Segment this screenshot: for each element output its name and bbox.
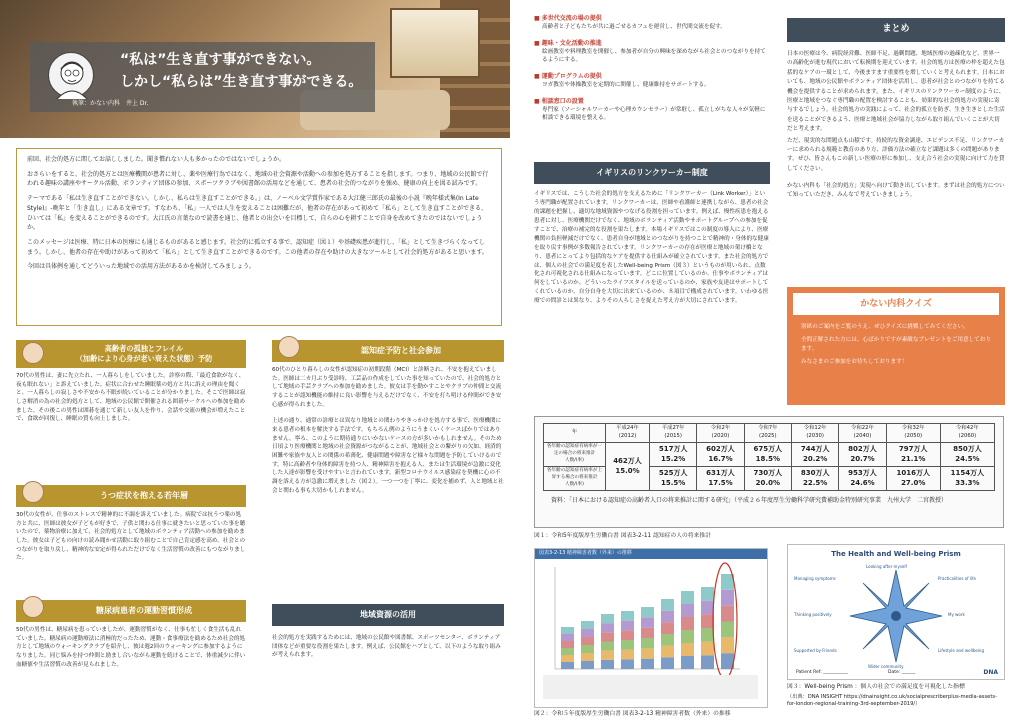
bar-segment	[721, 605, 734, 621]
table-cell: 802万人 20.7%	[839, 442, 886, 466]
bar-segment	[681, 643, 694, 656]
section-diabetes	[16, 600, 246, 669]
prism-label: Managing symptoms	[794, 575, 836, 581]
bar-segment	[601, 641, 614, 650]
bar-segment	[601, 623, 614, 632]
prism-label: Wider community	[868, 663, 904, 669]
bar-segment	[561, 627, 574, 634]
bar-segment	[581, 661, 594, 669]
bar-segment	[641, 648, 654, 658]
bar-segment	[581, 645, 594, 653]
section-title: うつ症状を抱える若年層	[16, 485, 246, 507]
bar-segment	[581, 621, 594, 629]
section-link-worker	[534, 162, 770, 306]
bar-segment	[581, 637, 594, 645]
summary-paragraph: 日本の医療は今、病院経営難、医師不足、過剰問題、地域医療の過疎化など、世界一の高齢化が進む現代において転換期を迎えています。社会的処方は医療の枠を超えた包括的なケアの一環として、今後ますます重要性を増していくと考えられます。日本においても、地域の公民館やボランティア団体を活用し、患者が社会とのつながりを持てる機会を提供することが求められます。また、イギリスのリンクワーカー制度のように、医療と地域をつなぐ専門職の配置を検討することも、効果的な社会的処方の実現に寄与するでしょう。社会的処方の実践によって、社会的孤立を防ぎ、生き生きとした生活を送ることができるよう、医療と地域社会が協力しながら取り組んでいくことが大切だと考えます。	[787, 51, 1005, 133]
section-body: 上述の通り、通常の診療とは異なり地域との関わりやきっかけを処方する事で、医療機関に来る患者の根本を解決する手法です。もちろん例のようにうまくいくケースばかりではありません。寧ろ、このように期待通りにいかないケースの方が多いかもしれません。そのため日頃より医療機関と地域の社会資源がつながることが、地域社会との繋がりの欠如、経済的困難や家族や友人との関係の希薄化、健康問題や障害など様々な問題を予防していけるのです。特に高齢者や身体的障害を持つ人、精神障害を抱える人、または生活環境が急激に変化した人達が影響を受けやすいと言われています。新型コロナウイルス感染症を契機に心の不調を訴える方が急激に増えました（図２）。一つ一つを丁寧に、変化を捕めず、人と地域と社会と関わる事も大切かもしれません。	[272, 418, 504, 494]
elderly-man-icon	[22, 342, 44, 364]
wellbeing-prism-figure	[787, 544, 1005, 680]
figure-source: （出典：DNA INSIGHT https://dnainsight.co.uk/socialprescriberplus-media-assets-for-london-regional-training-3rd-september-2019/）	[787, 694, 997, 708]
prism-label: Thinking positively	[794, 611, 832, 617]
dementia-projection-figure	[534, 416, 1004, 528]
bar-segment	[641, 627, 654, 637]
column-header: 平成27年 (2015)	[650, 424, 697, 443]
table-cell: 525万人 15.5%	[650, 466, 697, 490]
table-cell: 830万人 22.5%	[791, 466, 838, 490]
bar-segment	[701, 614, 714, 628]
bar-segment	[561, 648, 574, 655]
intro-paragraph: このメッセージは医療、特に日本の医療にも通じるものがあると感じます。社会的に孤立する事で、認知症（図１）や基礎疾患が進行し、「私」として生きづらくなってしまう。しかし、他者の存在や助けがあって初めて「私ら」として生き直すことができるのです。この他者の存在や助けの大きなツールとして社会的処方があると思います。	[27, 239, 488, 256]
intro-paragraph: 前回、社会的処方に関してお話ししました。聞き慣れない人も多かったのではないでしょうか。	[27, 156, 286, 163]
section-title: イギリスのリンクワーカー制度	[534, 162, 770, 184]
bar-segment	[681, 656, 694, 669]
section-title: 認知症予防と社会参加	[272, 340, 504, 362]
section-depression	[16, 485, 246, 563]
bar-segment	[621, 620, 634, 630]
bar-segment	[601, 650, 614, 659]
list-item: ■ 相談窓口の設置 専門家（ソーシャルワーカーや心理カウンセラー）が常駐し、孤立しがちな人々が気軽に相談できる環境を整える。	[534, 97, 766, 122]
intro-paragraph: 今回は具体例を通してどういった地域での活用方法があるかを検討してみましょう。	[27, 263, 256, 271]
figure-caption: 図３：Well-being Prism ：個人の社会での満足度を可視化した指標	[787, 684, 965, 690]
table-corner: 年	[544, 424, 606, 443]
list-item: ■ 多世代交流の場の提供 高齢者と子どもたちが共に過ごせるカフェを運営し、世代間交流を促す。	[534, 15, 726, 30]
window-image	[390, 8, 480, 78]
bar-segment	[621, 630, 634, 640]
column-header: 令和22年 (2040)	[839, 424, 886, 443]
table-cell: 730万人 20.0%	[744, 466, 791, 490]
bar-segment	[681, 617, 694, 630]
table-cell: 517万人 15.2%	[650, 442, 697, 466]
young-woman-icon	[22, 481, 44, 503]
bar-segment	[681, 630, 694, 643]
middle-aged-man-icon	[22, 596, 44, 618]
column-header: 令和2年 (2020)	[697, 424, 744, 443]
dementia-projection-table	[543, 423, 995, 491]
figure-caption: 図２：令和５年度版厚生労働白書 図表3-2-13 精神障害者数（外来）の推移	[534, 711, 731, 717]
bar-segment	[661, 610, 674, 622]
table-cell: 1016万人 27.0%	[886, 466, 940, 490]
bar-segment	[701, 600, 714, 614]
prism-date: Date: ______	[888, 670, 916, 676]
summary-title: まとめ	[787, 18, 1005, 42]
bar-segment	[721, 589, 734, 605]
bar-segment	[561, 655, 574, 662]
table-cell: 462万人 15.0%	[606, 442, 650, 490]
row-label: 各年齢の認知症有病率が一定の場合の将来推計 人数/(率)	[544, 442, 606, 466]
author-credit: 執筆：かない内科 井上 Dr.	[72, 100, 149, 107]
prism-title: The Health and Well-being Prism	[831, 550, 961, 558]
author-portrait-icon	[48, 52, 94, 98]
table-cell: 953万人 24.6%	[839, 466, 886, 490]
section-body: 30代の女性が、仕事のストレスで精神的に不調を訴えていました。病院では抗うつ薬の処方と共に、医師は彼女が子どもが好きで、子供と関わる仕事に就きたいと思っていた事を聴いたので、薬物治療に加えて、社会的処方として地域のボランティア活動への参加を勧めました。彼女は子どもの向けの読み聞かせ活動に取り組むことで自己肯定感を高め、社会とのつながりを取り戻し、精神的な安定が得られただけでなく生活習慣の改善にもつながりました。	[16, 512, 246, 562]
table-cell: 1154万人 33.3%	[940, 466, 994, 490]
bar-segment	[601, 614, 614, 623]
section-body: 70代の男性は、妻に先立たれ、一人暮らしをしていました。診察の際、「最近食欲がなく、夜も眠れない」と訴えていました。症状に合わせた睡眠薬の処方と共に訴えの理由を聞くと、一人暮らしの寂しさや不安から不眠が続いていることが分かりました。そこで医師は寂しさ解消の為の社会的処方として、地域の公民館で開催される囲碁サークルへの参加を勧めました。その後この男性は囲碁を通じて新しい友人を作り、会話や交流の機会が増えたことで、食欲が回復し、睡眠の質も向上しました。	[16, 373, 246, 423]
prism-patient: Patient Ref: ___________	[796, 670, 848, 676]
prism-label: Looking after myself	[866, 563, 907, 569]
older-woman-icon	[278, 336, 300, 358]
quiz-text: 全問正解された方には、心ばかりですが素敵なプレゼントをご用意しております。	[801, 336, 991, 352]
bar-segment	[721, 637, 734, 653]
summary-body	[787, 50, 1005, 201]
prism-star-image	[788, 560, 1004, 672]
intro-paragraph: おさらいをすると、社会的処方とは医療機関が患者に対し、薬や医療行為ではなく、地域の社会資源や活動への参加を処方することを指します。つまり、地域の公民館で行われる趣味の講座やサークル活動、ボランティア団体の参加、スポーツクラブや図書館の活用などを通して、患者の社会的つながりを強め、健康の向上を図る試みです。	[27, 170, 489, 188]
prism-label: Supported by Friends	[794, 647, 837, 653]
section-body: 社会的処方を実践するためには、地域の公民館や図書館、スポーツセンター、ボランティア団体などが重要な役割を果たします。例えば、公民館をハブとして、以下のような取り組みが考えられます。	[272, 635, 501, 659]
section-body: 60代のひとり暮らしの女性が認知症の初期段階（MCI）と診断され、不安を抱えていました。医師は二カ月ぶり受診時、工芸品の作成をしていた事を知っていたので、社会的処方として地域の手芸クラブへの参加を勧めました。彼女は手を動かすことやクラブの仲間と交流することが認知機能の維持に良い影響を与えるだけでなく、不安を打ち明ける仲間ができ安心感が得られました。	[272, 367, 502, 408]
bar-segment	[661, 599, 674, 611]
section-title: 糖尿病患者の運動習慣形成	[16, 600, 246, 622]
intro-box	[16, 148, 502, 326]
column-header: 令和7年 (2025)	[744, 424, 791, 443]
table-cell: 797万人 21.1%	[886, 442, 940, 466]
table-cell: 602万人 16.7%	[697, 442, 744, 466]
hero-banner	[0, 0, 510, 138]
bar-segment	[561, 662, 574, 669]
list-item: ■ 運動プログラムの提供 ヨガ教室や体操教室を定期的に開催し、健康維持をサポートする。	[534, 72, 710, 88]
figure-caption: 図１：令和5年度版厚生労働白書 図表3-2-11 認知症の人の将来推計	[534, 533, 712, 539]
table-cell: 631万人 17.5%	[697, 466, 744, 490]
table-source: 資料：「日本における認知症の高齢者人口の将来推計に関する研究」（平成２６年度厚生労働科学研究費補助金特別研究事業 九州大学 二宮教授）	[551, 496, 948, 504]
bar-segment	[641, 607, 654, 617]
chart-head: 図表3-2-13 精神障害者数（外来）の推移	[535, 549, 767, 559]
table-cell: 744万人 20.2%	[791, 442, 838, 466]
section-resources	[272, 604, 504, 660]
table-cell: 675万人 18.5%	[744, 442, 791, 466]
bar-segment	[721, 621, 734, 637]
quiz-box	[787, 287, 1005, 405]
bar-segment	[641, 617, 654, 627]
table-cell: 850万人 24.5%	[940, 442, 994, 466]
row-label: 各年齢の認知症有病率が上昇する場合の将来推計 人数/(率)	[544, 466, 606, 490]
prism-label: Lifestyle and wellbeing	[938, 647, 985, 653]
column-header: 平成24年 (2012)	[606, 424, 650, 443]
bar-segment	[701, 655, 714, 669]
bar-segment	[561, 634, 574, 641]
bar-segment	[621, 649, 634, 659]
bar-segment	[661, 634, 674, 646]
bar-segment	[561, 641, 574, 648]
bar-segment	[661, 622, 674, 634]
section-body: イギリスでは、こうした社会的処方を支えるために「リンクワーカー（Link Worker）」という専門職が配置されています。リンクワーカーは、医師や看護師と連携しながら、患者の社会的課題を把握し、適切な地域資源やつなげる役割を担っています。例えば、慢性疾患を抱える患者に対し、医療機関だけでなく、地域のボランティア活動やサポートグループへの参加を促すことで、治療の補完的な役割を果たします。本場イギリスではこの制度の導入により、医療機関の負担軽減だけでなく、患者自身が地域とのつながりを持つことで精神的・身体的な健康を取り戻す事例が多数報告されています。リンクワーカーの存在が医療と地域の架け橋となり、患者にとってより包括的なケアを提供する仕組みが確立されています。また社会的処方では、個人の社会での満足度を表したWell-being Prism（図３）というものが用いられ、点数化され可視化される仕組みになっています。どこに位置しているのか、仕事やボランティアは何をしているのか、どういったライフスタイルを送っているのか、家族や友達はサポートしてくれているのか、自分自身を大切に出来ているのか、８項目で構成されています。いわゆる医療での問診とは異なり、よりその人らしさを捉えた考え方が大切にされています。	[534, 191, 769, 305]
section-body: 50代の男性は、糖尿病を患っていましたが、運動習慣がなく、仕事も忙しく食生活も乱れていました。糖尿病の運動療法に消極的だったため、運動・食事療法を勧めるため社会的処方として地域のウォーキングクラブを紹介し、彼は週2回のウォーキングに参加するようになりました。同じ悩みを持つ仲間と励まし合いながら運動を続けることで、体重減少に伴い血糖値や生活習慣の改善が見られました。	[16, 627, 246, 668]
quiz-title: かない内科クイズ	[793, 293, 999, 315]
stacked-bar-chart-image	[535, 559, 767, 705]
column-header: 令和12年 (2030)	[791, 424, 838, 443]
list-item: ■ 趣味・文化活動の推進 絵画教室や料理教室を開催し、参加者が自分の興味を深めながら社会とのつながりを持てるようにする。	[534, 39, 766, 64]
bar-segment	[581, 629, 594, 637]
section-title: 地域資源の活用	[272, 604, 504, 626]
bar-segment	[621, 640, 634, 650]
bar-segment	[701, 587, 714, 601]
bar-segment	[641, 638, 654, 648]
hero-title-line2: しかし“私らは”生き直す事ができる。	[120, 74, 363, 90]
bar-segment	[661, 657, 674, 669]
bar-segment	[601, 632, 614, 641]
bar-segment	[581, 653, 594, 661]
column-header: 令和42年 (2060)	[940, 424, 994, 443]
prism-label: Practicalities of life	[938, 575, 976, 581]
quiz-text: 別紙のご案内をご覧のうえ、ぜひクイズに挑戦してみてください。	[801, 324, 969, 330]
bar-segment	[681, 591, 694, 604]
bar-segment	[601, 659, 614, 668]
summary-paragraph: かない内科も「社会的処方」実現へ向けて動き出しています。まずは社会的処方について知っていただき、みんなで考えていきましょう。	[787, 183, 1005, 199]
prism-label: My work	[948, 611, 965, 617]
hero-title-line1: “私は”生き直す事ができない。	[120, 52, 321, 68]
resource-list	[534, 14, 770, 130]
section-dementia	[272, 340, 504, 495]
section-title: 高齢者の孤独とフレイル （加齢により心身が老い衰えた状態）予防	[16, 340, 246, 368]
bar-segment	[621, 659, 634, 669]
bar-segment	[701, 628, 714, 642]
mental-disorder-chart-image	[534, 548, 768, 708]
intro-paragraph: テーマである「私は生き直すことができない。しかし、私らは生き直すことができる。」は、ノーベル文学賞作家である大江健三郎氏の最後の小説『晩年様式集(In Late Style)』-晩年と「生き直し」にある文章です。すなわち、「私」一人では人生を変えることは困難だが、他者の存在があって初めて「私ら」として生き直すことができる、ひいては「私」を変えることができるのです。大江氏の言葉なので読書を通じ、他者との出会いを目標して、自らの心を耕すことで自身を改めてきたのではないでしょうか。	[27, 195, 488, 232]
bar-segment	[621, 611, 634, 621]
bar-segment	[701, 641, 714, 655]
bar-segment	[641, 658, 654, 668]
bar-segment	[681, 604, 694, 617]
bar-segment	[721, 574, 734, 590]
quiz-text: みなさまのご参加をお待ちしております！	[801, 358, 908, 365]
dna-logo: DNA	[983, 669, 998, 676]
bar-segment	[661, 645, 674, 657]
summary-paragraph: ただ、現実的な問題点も山積です。持続的な資金調達、エビデンス不足、リンクワーカーに求められる規範と教育のあり方、評価方法の確立など課題は多くの問題があります。ぜひ、皆さんもこの新しい医療の形に参加し、支え合う社会の実現に向けて力を貸してください。	[787, 137, 1005, 172]
section-elderly	[16, 340, 246, 424]
column-header: 令和32年 (2050)	[886, 424, 940, 443]
